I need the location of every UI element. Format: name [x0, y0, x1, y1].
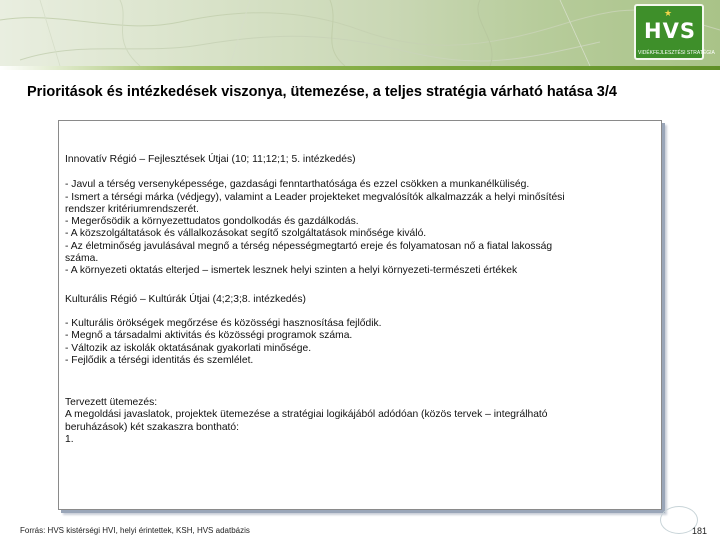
list-item: - Ismert a térségi márka (védjegy), valamint a Leader projekteket megvalósítók alkalmazzák a helyi minősítési: [65, 191, 565, 203]
content-box: [58, 120, 662, 510]
block-heading: Kulturális Régió – Kultúrák Útjai (4;2;3;8. intézkedés): [65, 293, 306, 305]
list-item: - A közszolgáltatások és vállalkozásokat segítő szolgáltatások minősége kiváló.: [65, 228, 427, 240]
header-divider: [0, 66, 720, 70]
header-band: [0, 0, 720, 66]
list-item: száma.: [65, 253, 99, 265]
list-item: 1.: [65, 434, 74, 446]
block-heading: Innovatív Régió – Fejlesztések Útjai (10; 11;12;1; 5. intézkedés): [65, 154, 356, 165]
map-background: [0, 0, 720, 66]
source-footer: Forrás: HVS kistérségi HVI, helyi érintettek, KSH, HVS adatbázis: [20, 526, 250, 535]
logo-text: HVS: [644, 19, 696, 43]
block-heading: Tervezett ütemezés:: [65, 397, 158, 409]
list-item: - Megnő a társadalmi aktivitás és közösségi programok száma.: [65, 330, 353, 342]
hvs-logo: [634, 4, 715, 60]
page-title: Prioritások és intézkedések viszonya, ütemezése, a teljes stratégia várható hatása 3/4: [27, 84, 617, 100]
logo-subtitle: VIDÉKFEJLESZTÉSI STRATÉGIA: [638, 50, 715, 56]
list-item: - Változik az iskolák oktatásának gyakorlati minősége.: [65, 342, 312, 354]
list-item: - Kulturális örökségek megőrzése és közösségi hasznosítása fejlődik.: [65, 317, 382, 329]
list-item: - Az életminőség javulásával megnő a térség népességmegtartó ereje és folyamatosan nő a fiatal lakosság: [65, 240, 553, 252]
list-item: - A környezeti oktatás elterjed – ismertek lesznek helyi szinten a helyi környezeti-természeti értékek: [65, 265, 518, 277]
list-item: - Megerősödik a környezettudatos gondolkodás és gazdálkodás.: [65, 216, 359, 228]
list-item: - Fejlődik a térségi identitás és szemlélet.: [65, 354, 254, 366]
star-icon: ★: [664, 8, 673, 18]
schedule-block: [65, 397, 655, 446]
page-number: 181: [692, 526, 708, 536]
list-item: rendszer kritériumrendszerét.: [65, 203, 199, 215]
content-text: [65, 154, 655, 458]
innovative-region-block: [65, 154, 655, 278]
cultural-region-block: [65, 294, 655, 367]
list-item: beruházások) két szakaszra bontható:: [65, 421, 240, 433]
list-item: - Javul a térség versenyképessége, gazdasági fenntarthatósága és ezzel csökken a munkanélküliség.: [65, 179, 530, 191]
list-item: A megoldási javaslatok, projektek ütemezése a stratégiai logikájából adódóan (közös tervek – integrálható: [65, 409, 548, 421]
